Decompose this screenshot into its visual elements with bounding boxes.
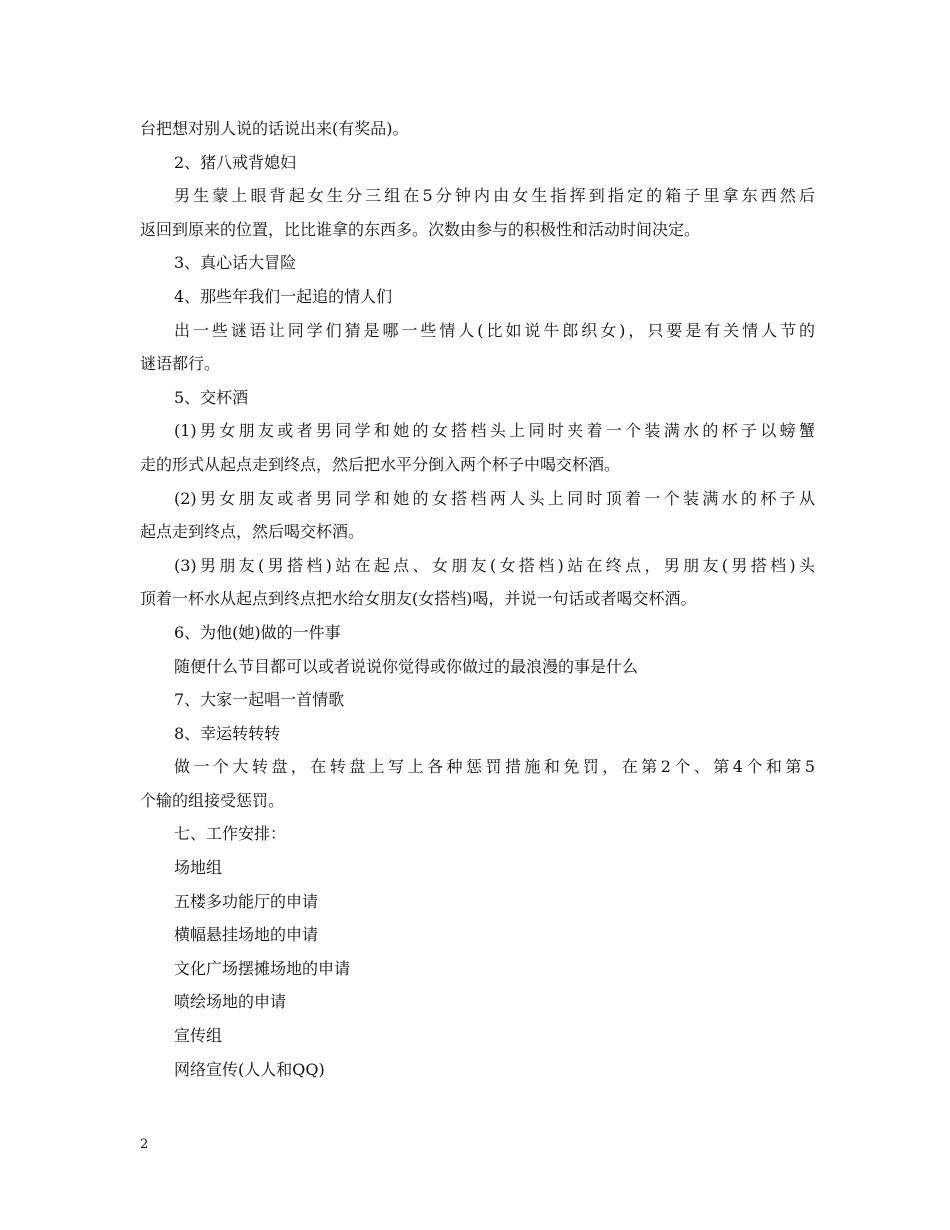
text-line: 横幅悬挂场地的申请	[174, 925, 319, 945]
text-line: 走的形式从起点走到终点，然后把水平分倒入两个杯子中喝交杯酒。	[140, 454, 621, 474]
text-line: 5、交杯酒	[174, 387, 249, 407]
text-line: 网络宣传(人人和QQ)	[174, 1059, 325, 1079]
text-line: 6、为他(她)做的一件事	[174, 622, 341, 642]
text-line: 场地组	[174, 858, 223, 878]
text-line: 做一个大转盘，在转盘上写上各种惩罚措施和免罚，在第2个、第4个和第5	[174, 757, 815, 777]
text-line: 谜语都行。	[140, 354, 221, 374]
text-line: 文化广场摆摊场地的申请	[174, 958, 351, 978]
text-line: 男生蒙上眼背起女生分三组在5分钟内由女生指挥到指定的箱子里拿东西然后	[174, 186, 815, 206]
text-line: 8、幸运转转转	[174, 723, 281, 743]
text-line: 2、猪八戒背媳妇	[174, 152, 297, 172]
text-line: 七、工作安排：	[174, 824, 287, 844]
page-number: 2	[140, 1137, 149, 1152]
text-line: (1)男女朋友或者男同学和她的女搭档头上同时夹着一个装满水的杯子以螃蟹	[174, 421, 815, 441]
text-line: 五楼多功能厅的申请	[174, 891, 319, 911]
text-line: 出一些谜语让同学们猜是哪一些情人(比如说牛郎织女)，只要是有关情人节的	[174, 320, 815, 340]
text-line: 个输的组接受惩罚。	[140, 790, 285, 810]
text-line: 返回到原来的位置，比比谁拿的东西多。次数由参与的积极性和活动时间决定。	[140, 219, 701, 239]
text-line: 随便什么节目都可以或者说说你觉得或你做过的最浪漫的事是什么	[174, 656, 639, 676]
text-line: 7、大家一起唱一首情歌	[174, 690, 345, 710]
document-body	[140, 112, 815, 1086]
text-line: 起点走到终点，然后喝交杯酒。	[140, 522, 365, 542]
text-line: 喷绘场地的申请	[174, 992, 287, 1012]
text-line: 顶着一杯水从起点到终点把水给女朋友(女搭档)喝，并说一句话或者喝交杯酒。	[140, 589, 697, 609]
text-line: 4、那些年我们一起追的情人们	[174, 286, 393, 306]
text-line: 台把想对别人说的话说出来(有奖品)。	[140, 119, 409, 138]
text-line: 宣传组	[174, 1026, 223, 1046]
text-line: 3、真心话大冒险	[174, 253, 297, 273]
text-line: (3)男朋友(男搭档)站在起点、女朋友(女搭档)站在终点，男朋友(男搭档)头	[174, 555, 815, 575]
text-line: (2)男女朋友或者男同学和她的女搭档两人头上同时顶着一个装满水的杯子从	[174, 488, 815, 508]
